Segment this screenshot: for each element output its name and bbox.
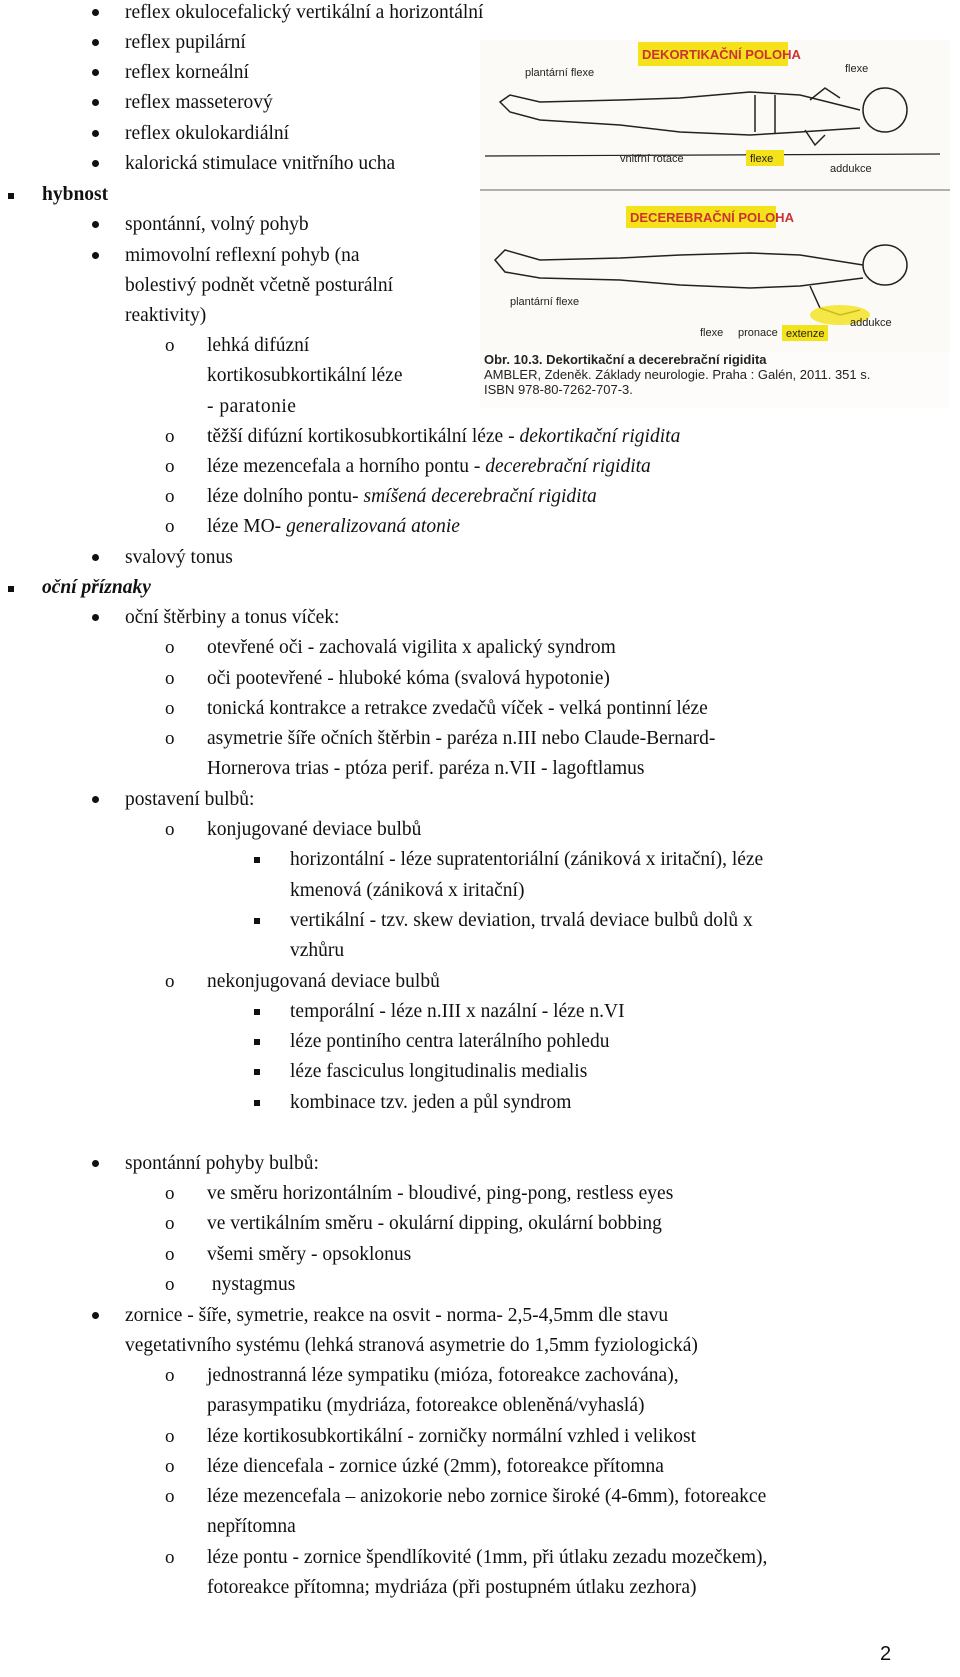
circle-bullet: o: [165, 1486, 175, 1507]
list-item: [207, 425, 680, 449]
square-bullet: [254, 918, 260, 924]
list-item-continued: reaktivity): [125, 305, 207, 326]
list-item: zornice - šíře, symetrie, reakce na osvit - norma- 2,5-4,5mm dle stavu: [125, 1305, 669, 1326]
list-item: [207, 515, 460, 539]
bullet: [92, 1312, 99, 1319]
square-bullet: [254, 1100, 260, 1106]
square-bullet: [254, 857, 260, 863]
text: léze MO-: [207, 516, 287, 537]
list-item: [207, 485, 597, 509]
bullet: [92, 99, 99, 106]
circle-bullet: o: [165, 1426, 175, 1447]
list-item: reflex masseterový: [125, 92, 273, 113]
square-bullet: [254, 1039, 260, 1045]
square-bullet: [254, 1009, 260, 1015]
list-item-continued: vzhůru: [290, 940, 345, 961]
figure-title-2: DECEREBRAČNÍ POLOHA: [630, 210, 794, 225]
list-item-continued: kortikosubkortikální léze: [207, 365, 403, 386]
list-item: léze diencefala - zornice úzké (2mm), fotoreakce přítomna: [207, 1456, 664, 1477]
posture-drawing: [480, 40, 950, 352]
list-item: ve vertikálním směru - okulární dipping, okulární bobbing: [207, 1213, 662, 1234]
list-item: spontánní, volný pohyb: [125, 214, 309, 235]
label: vnitřní rotace: [620, 153, 684, 165]
list-item: reflex okulocefalický vertikální a horizontální: [125, 2, 484, 23]
bullet: [92, 39, 99, 46]
list-item: oční štěrbiny a tonus víček:: [125, 607, 340, 628]
list-item: jednostranná léze sympatiku (mióza, fotoreakce zachována),: [207, 1365, 679, 1386]
circle-bullet: o: [165, 819, 175, 840]
label: extenze: [786, 328, 825, 340]
list-item-continued: bolestivý podnět včetně posturální: [125, 275, 394, 296]
bullet: [92, 221, 99, 228]
circle-bullet: o: [165, 637, 175, 658]
bullet: [92, 796, 99, 803]
list-item: reflex okulokardiální: [125, 123, 290, 144]
list-item-continued: nepřítomna: [207, 1516, 296, 1537]
circle-bullet: o: [165, 486, 175, 507]
bullet: [92, 9, 99, 16]
caption-line: AMBLER, Zdeněk. Základy neurologie. Praha : Galén, 2011. 351 s.: [484, 367, 871, 382]
list-item: léze mezencefala – anizokorie nebo zornice široké (4-6mm), fotoreakce: [207, 1486, 767, 1507]
section-heading-ocni: oční příznaky: [42, 577, 151, 598]
list-item: konjugované deviace bulbů: [207, 819, 422, 840]
list-item: reflex pupilární: [125, 32, 246, 53]
label: pronace: [738, 327, 778, 339]
circle-bullet: o: [165, 456, 175, 477]
list-item: léze pontiního centra laterálního pohledu: [290, 1031, 610, 1052]
circle-bullet: o: [165, 1213, 175, 1234]
text-italic: generalizovaná atonie: [286, 516, 460, 537]
text-italic: decerebrační rigidita: [485, 456, 651, 477]
list-item: [207, 455, 651, 479]
text-italic: dekortikační rigidita: [519, 426, 681, 447]
square-bullet: [8, 586, 14, 592]
list-item-continued: fotoreakce přítomna; mydriáza (při postupném útlaku zezhora): [207, 1577, 697, 1598]
caption-line: ISBN 978-80-7262-707-3.: [484, 382, 633, 397]
circle-bullet: o: [165, 1547, 175, 1568]
list-item: kombinace tzv. jeden a půl syndrom: [290, 1092, 572, 1113]
list-item-continued: Hornerova trias - ptóza perif. paréza n.VII - lagoftlamus: [207, 758, 645, 779]
list-item-continued: kmenová (zániková x iritační): [290, 880, 525, 901]
list-item-continued: vegetativního systému (lehká stranová asymetrie do 1,5mm fyziologická): [125, 1335, 698, 1356]
list-item: kalorická stimulace vnitřního ucha: [125, 153, 396, 174]
list-item: reflex korneální: [125, 62, 249, 83]
text-italic: smíšená decerebrační rigidita: [363, 486, 597, 507]
list-item: vertikální - tzv. skew deviation, trvalá deviace bulbů dolů x: [290, 910, 753, 931]
text: léze mezencefala a horního pontu -: [207, 456, 486, 477]
circle-bullet: o: [165, 426, 175, 447]
circle-bullet: o: [165, 1456, 175, 1477]
label: flexe: [750, 153, 774, 165]
list-item: postavení bulbů:: [125, 789, 255, 810]
bullet: [92, 252, 99, 259]
list-item: mimovolní reflexní pohyb (na: [125, 245, 360, 266]
text: těžší difúzní kortikosubkortikální léze -: [207, 426, 520, 447]
circle-bullet: o: [165, 1244, 175, 1265]
list-item: svalový tonus: [125, 547, 233, 568]
circle-bullet: o: [165, 335, 175, 356]
label: addukce: [850, 317, 892, 329]
circle-bullet: o: [165, 971, 175, 992]
label: plantární flexe: [510, 296, 580, 308]
list-item-continued: parasympatiku (mydriáza, fotoreakce obleněná/vyhaslá): [207, 1395, 645, 1416]
list-item: tonická kontrakce a retrakce zvedačů víček - velká pontinní léze: [207, 698, 708, 719]
list-item: léze fasciculus longitudinalis medialis: [290, 1061, 588, 1082]
label: flexe: [700, 327, 724, 339]
bullet: [92, 69, 99, 76]
list-item-continued: - paratonie: [207, 396, 297, 417]
label: flexe: [845, 63, 869, 75]
list-item: lehká difúzní: [207, 335, 310, 356]
page-number: 2: [880, 1643, 892, 1665]
bullet: [92, 1160, 99, 1167]
label: addukce: [830, 163, 872, 175]
list-item: temporální - léze n.III x nazální - léze n.VI: [290, 1001, 625, 1022]
list-item: nystagmus: [207, 1274, 296, 1295]
figure-caption: [484, 352, 944, 397]
section-heading-hybnost: hybnost: [42, 184, 109, 205]
bullet: [92, 160, 99, 167]
circle-bullet: o: [165, 698, 175, 719]
list-item: otevřené oči - zachovalá vigilita x apalický syndrom: [207, 637, 616, 658]
text: léze dolního pontu-: [207, 486, 364, 507]
circle-bullet: o: [165, 668, 175, 689]
list-item: nekonjugovaná deviace bulbů: [207, 971, 440, 992]
list-item: ve směru horizontálním - bloudivé, ping-pong, restless eyes: [207, 1183, 674, 1204]
circle-bullet: o: [165, 516, 175, 537]
list-item: všemi směry - opsoklonus: [207, 1244, 412, 1265]
list-item: spontánní pohyby bulbů:: [125, 1153, 319, 1174]
square-bullet: [8, 193, 14, 199]
bullet: [92, 614, 99, 621]
circle-bullet: o: [165, 728, 175, 749]
list-item: léze pontu - zornice špendlíkovité (1mm, při útlaku zezadu mozečkem),: [207, 1547, 768, 1568]
bullet: [92, 554, 99, 561]
circle-bullet: o: [165, 1274, 175, 1295]
square-bullet: [254, 1069, 260, 1075]
circle-bullet: o: [165, 1183, 175, 1204]
label: plantární flexe: [525, 67, 595, 79]
list-item: léze kortikosubkortikální - zorničky normální vzhled i velikost: [207, 1426, 697, 1447]
figure-title-1: DEKORTIKAČNÍ POLOHA: [642, 47, 801, 62]
list-item: horizontální - léze supratentoriální (zániková x iritační), léze: [290, 849, 764, 870]
bullet: [92, 130, 99, 137]
circle-bullet: o: [165, 1365, 175, 1386]
caption-title: Obr. 10.3. Dekortikační a decerebrační rigidita: [484, 352, 767, 367]
list-item: asymetrie šíře očních štěrbin - paréza n.III nebo Claude-Bernard-: [207, 728, 716, 749]
list-item: oči pootevřené - hluboké kóma (svalová hypotonie): [207, 668, 610, 689]
